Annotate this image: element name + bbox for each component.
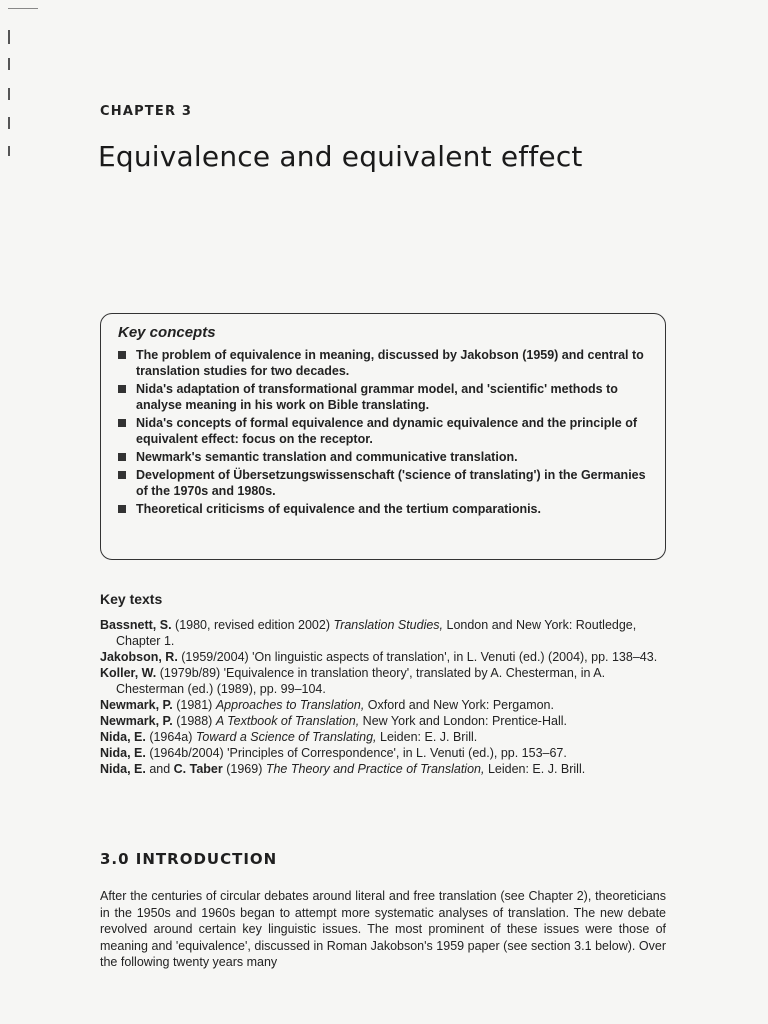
author-name: C. Taber bbox=[173, 762, 223, 776]
key-concept-text bbox=[136, 467, 651, 499]
key-concept-item bbox=[115, 381, 651, 413]
italic-text: tertium comparationis. bbox=[406, 502, 541, 516]
text-run: Leiden: E. J. Brill. bbox=[376, 730, 478, 744]
italic-text: A Textbook of Translation, bbox=[215, 714, 360, 728]
square-bullet-icon bbox=[118, 505, 126, 513]
italic-text: Toward a Science of Translating, bbox=[195, 730, 377, 744]
scan-edge-mark bbox=[8, 30, 10, 44]
scan-edge-mark bbox=[8, 146, 10, 156]
italic-text: Translation Studies, bbox=[333, 618, 444, 632]
reference-entry bbox=[100, 697, 670, 713]
scan-edge-rule bbox=[8, 8, 38, 9]
text-run: and bbox=[145, 762, 174, 776]
author-name: Newmark, P. bbox=[100, 698, 173, 712]
author-name: Nida, E. bbox=[100, 746, 146, 760]
chapter-label: CHAPTER 3 bbox=[100, 104, 193, 119]
reference-entry bbox=[100, 713, 670, 729]
author-name: Newmark, P. bbox=[100, 714, 173, 728]
text-run: Oxford and New York: Pergamon. bbox=[364, 698, 554, 712]
author-name: Nida, E. bbox=[100, 730, 146, 744]
reference-entry bbox=[100, 729, 670, 745]
text-run: Development of bbox=[136, 468, 234, 482]
square-bullet-icon bbox=[118, 471, 126, 479]
key-concept-item bbox=[115, 347, 651, 379]
author-name: Jakobson, R. bbox=[100, 650, 178, 664]
text-run: (1959/2004) 'On linguistic aspects of translation', in L. Venuti (ed.) (2004), pp. 138–43. bbox=[177, 650, 658, 664]
text-run: Theoretical criticisms of equivalence and the bbox=[136, 502, 407, 516]
key-concept-text bbox=[136, 449, 518, 465]
key-concept-item bbox=[115, 467, 651, 499]
text-run: Nida's concepts of formal equivalence and dynamic equivalence and the principle of equivalent effect: focus on the receptor. bbox=[136, 416, 638, 446]
intro-paragraph: After the centuries of circular debates around literal and free translation (see Chapter 2), theoreticians in the 1950s and 1960s began to attempt more systematic analyses of translation. The new debate revolved around certain key linguistic issues. The most prominent of these issues were those of meaning and 'equivalence', discussed in Roman Jakobson's 1959 paper (see section 3.1 below). Over the following twenty years many bbox=[100, 889, 666, 969]
key-concepts-box bbox=[100, 313, 666, 560]
square-bullet-icon bbox=[118, 419, 126, 427]
square-bullet-icon bbox=[118, 385, 126, 393]
text-run: (1964b/2004) 'Principles of Correspondence', in L. Venuti (ed.), pp. 153–67. bbox=[145, 746, 567, 760]
italic-text: The Theory and Practice of Translation, bbox=[265, 762, 485, 776]
text-run: (1988) bbox=[172, 714, 216, 728]
key-concept-text bbox=[136, 381, 651, 413]
reference-entry bbox=[100, 665, 670, 697]
key-texts-list bbox=[100, 617, 670, 777]
key-texts-heading: Key texts bbox=[100, 591, 163, 607]
text-run: The problem of equivalence in meaning, discussed by Jakobson (1959) and central to translation studies for two decades. bbox=[136, 348, 644, 378]
reference-entry bbox=[100, 617, 670, 649]
square-bullet-icon bbox=[118, 453, 126, 461]
italic-text: Approaches to Translation, bbox=[215, 698, 365, 712]
text-run: London and New York: Routledge, Chapter 1. bbox=[116, 618, 637, 648]
author-name: Nida, E. bbox=[100, 762, 146, 776]
chapter-title: Equivalence and equivalent effect bbox=[98, 140, 583, 173]
key-concept-text bbox=[136, 501, 541, 517]
reference-entry bbox=[100, 745, 670, 761]
text-run: ('science of translating') in the Germanies of the 1970s and 1980s. bbox=[136, 468, 646, 498]
text-run: New York and London: Prentice-Hall. bbox=[359, 714, 567, 728]
square-bullet-icon bbox=[118, 351, 126, 359]
key-concept-item bbox=[115, 449, 651, 465]
author-name: Koller, W. bbox=[100, 666, 157, 680]
key-concept-item bbox=[115, 415, 651, 447]
key-concepts-list bbox=[115, 347, 651, 517]
key-concept-text bbox=[136, 347, 651, 379]
text-run: (1964a) bbox=[145, 730, 196, 744]
text-run: (1980, revised edition 2002) bbox=[171, 618, 334, 632]
key-concept-item bbox=[115, 501, 651, 517]
text-run: Nida's adaptation of transformational grammar model, and 'scientific' methods to analyse meaning in his work on Bible translating. bbox=[136, 382, 618, 412]
reference-entry bbox=[100, 649, 670, 665]
text-run: (1969) bbox=[222, 762, 266, 776]
text-run: Leiden: E. J. Brill. bbox=[484, 762, 586, 776]
text-run: Newmark's semantic translation and communicative translation. bbox=[136, 450, 518, 464]
text-run: (1981) bbox=[172, 698, 216, 712]
scan-edge-mark bbox=[8, 58, 10, 70]
italic-text: Übersetzungswissenschaft bbox=[233, 468, 395, 482]
section-heading: 3.0 INTRODUCTION bbox=[100, 850, 278, 868]
key-concept-text bbox=[136, 415, 651, 447]
scan-edge-mark bbox=[8, 88, 10, 100]
scan-edge-mark bbox=[8, 117, 10, 129]
key-concepts-heading: Key concepts bbox=[118, 324, 216, 341]
author-name: Bassnett, S. bbox=[100, 618, 172, 632]
text-run: (1979b/89) 'Equivalence in translation theory', translated by A. Chesterman, in A. Chesterman (ed.) (1989), pp. 99–104. bbox=[116, 666, 606, 696]
reference-entry bbox=[100, 761, 670, 777]
